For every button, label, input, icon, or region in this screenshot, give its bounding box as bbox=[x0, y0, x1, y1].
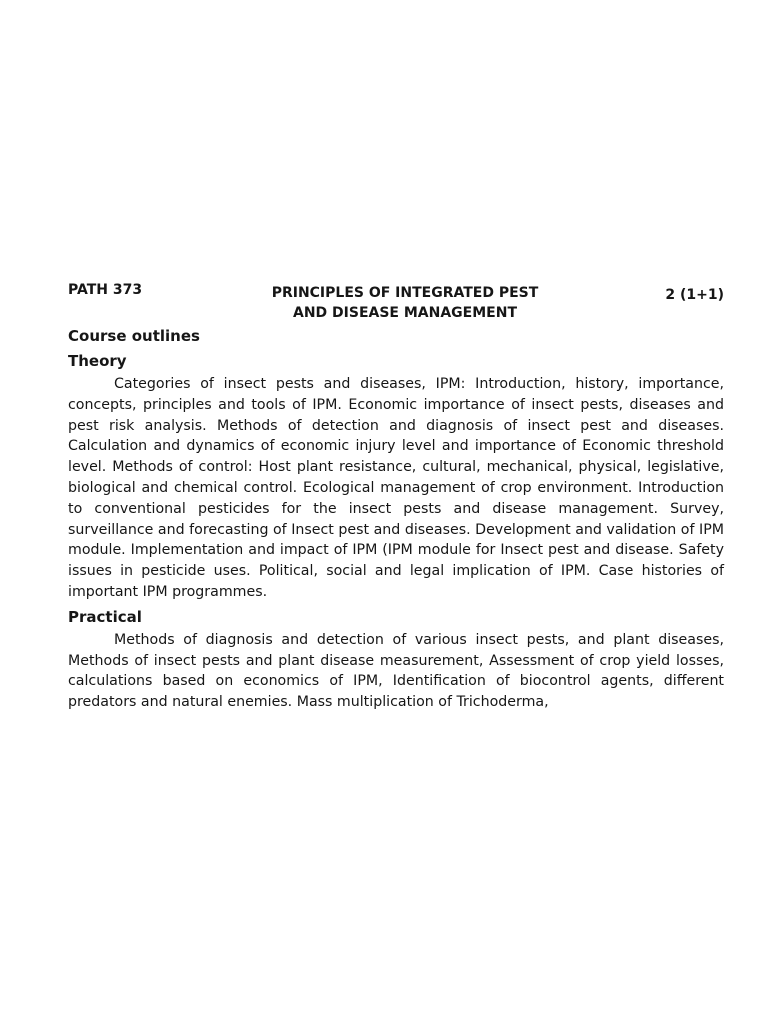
course-page bbox=[68, 280, 724, 715]
course-credits: 2 (1+1) bbox=[665, 287, 724, 303]
theory-heading: Theory bbox=[68, 352, 127, 370]
course-outlines-heading: Course outlines bbox=[68, 327, 200, 345]
course-title-line-2: AND DISEASE MANAGEMENT bbox=[292, 305, 517, 321]
practical-heading: Practical bbox=[68, 607, 142, 626]
course-code: PATH 373 bbox=[68, 282, 143, 298]
practical-paragraph: Methods of diagnosis and detection of various insect pests, and plant diseases, Methods of insect pests and plant disease measurement, Assessment of crop yield losses, calculations based on economics of IPM, Identification of biocontrol agents, different predators and natural enemies. Mass multiplication of Trichoderma, bbox=[68, 631, 724, 711]
course-title bbox=[218, 283, 592, 323]
theory-paragraph: Categories of insect pests and diseases, IPM: Introduction, history, importance, concepts, principles and tools of IPM. Economic importance of insect pests, diseases and pest risk analysis. Methods of detection and diagnosis of insect pest and diseases. Calculation and dynamics of economic injury level and importance of Economic threshold level. Methods of control: Host plant resistance, cultural, mechanical, physical, legislative, biological and chemical control. Ecological management of crop environment. Introduction to conventional pesticides for the insect pests and disease management. Survey, surveillance and forecasting of Insect pest and diseases. Development and validation of IPM module. Implementation and impact of IPM (IPM module for Insect pest and disease. Safety issues in pesticide uses. Political, social and legal implication of IPM. Case histories of important IPM programmes. bbox=[68, 376, 724, 600]
course-title-line-1: PRINCIPLES OF INTEGRATED PEST bbox=[271, 285, 539, 301]
course-header bbox=[68, 280, 724, 324]
